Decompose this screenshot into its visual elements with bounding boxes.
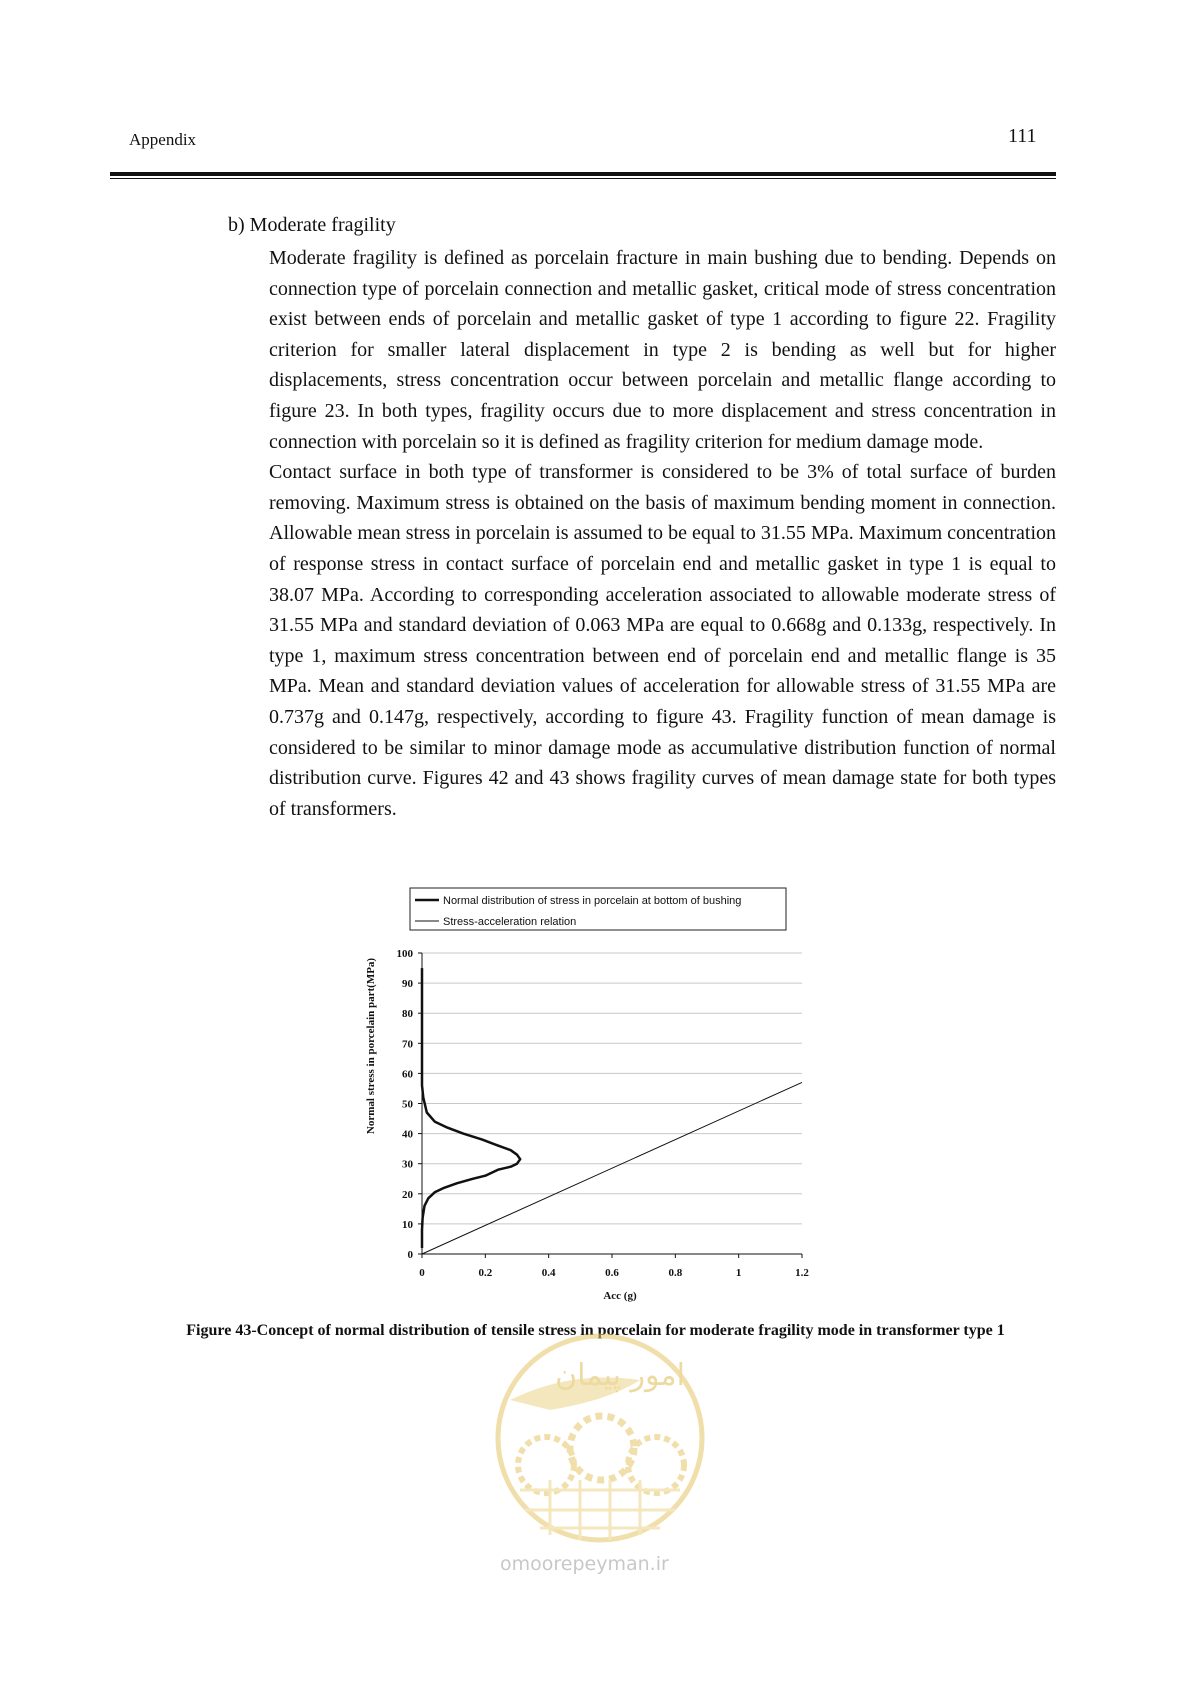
y-tick-label: 50 <box>402 1098 413 1111</box>
x-tick-label: 1.2 <box>795 1267 809 1279</box>
y-tick-label: 70 <box>402 1038 413 1051</box>
y-tick-label: 30 <box>402 1158 413 1171</box>
legend-label-series-2: Stress-acceleration relation <box>443 916 577 928</box>
x-tick-label: 0.4 <box>541 1267 556 1279</box>
gear-icon <box>570 1416 634 1480</box>
y-tick-label: 100 <box>396 948 413 960</box>
gear-icon <box>518 1437 574 1493</box>
figure-caption: Figure 43-Concept of normal distribution of tensile stress in porcelain for moderate fragility mode in transformer type 1 <box>186 1322 1005 1339</box>
running-header: Appendix <box>129 130 197 149</box>
section-title: b) Moderate fragility <box>228 214 396 236</box>
chart-series <box>422 968 802 1254</box>
header-rule-thick <box>110 172 1056 176</box>
watermark-logo-text: امور پیمان <box>555 1358 685 1393</box>
y-axis-label: Normal stress in porcelain part(MPa) <box>365 957 377 1135</box>
x-tick-label: 0.6 <box>605 1267 619 1279</box>
chart-legend <box>410 888 786 930</box>
series-line-1 <box>422 968 520 1248</box>
y-tick-label: 0 <box>407 1249 413 1261</box>
paragraph-2: Contact surface in both type of transformer is considered to be 3% of total surface of burden removing. Maximum stress is obtained on the basis of maximum bending moment in connection. Allowable mean stress in porcelain is assumed to be equal to 31.55 MPa. Maximum concentration of response stress in contact surface of porcelain end and metallic gasket in type 1 is equal to 38.07 MPa. According to corresponding acceleration associated to allowable moderate stress of 31.55 MPa and standard deviation of 0.063 MPa are equal to 0.668g and 0.133g, respectively. In type 1, maximum stress concentration between end of porcelain end and metallic flange is 35 MPa. Mean and standard deviation values of acceleration for allowable stress of 31.55 MPa are 0.737g and 0.147g, respectively, according to figure 43. Fragility function of mean damage is considered to be similar to minor damage mode as accumulative distribution function of normal distribution curve. Figures 42 and 43 shows fragility curves of mean damage state for both types of transformers. <box>269 461 1056 820</box>
x-tick-label: 0 <box>419 1267 425 1279</box>
body-text <box>269 243 1056 824</box>
y-tick-label: 10 <box>402 1218 413 1231</box>
y-tick-label: 90 <box>402 978 413 991</box>
y-tick-label: 80 <box>402 1008 413 1021</box>
x-axis-label: Acc (g) <box>603 1290 637 1302</box>
x-tick-label: 0.2 <box>478 1267 493 1279</box>
watermark-logo <box>480 1330 720 1550</box>
y-tick-label: 40 <box>402 1128 413 1141</box>
legend-label-series-1: Normal distribution of stress in porcelain at bottom of bushing <box>443 895 742 907</box>
series-line-2 <box>422 1082 802 1254</box>
chart-gridlines <box>422 953 802 1224</box>
paragraph-1: Moderate fragility is defined as porcelain fracture in main bushing due to bending. Depends on connection type of porcelain connection and metallic gasket, critical mode of stress concentration exist between ends of porcelain and metallic gasket of type 1 according to figure 22. Fragility criterion for smaller lateral displacement in type 2 is bending as well but for higher displacements, stress concentration occur between porcelain and metallic flange according to figure 23. In both types, fragility occurs due to more displacement and stress concentration in connection with porcelain so it is defined as fragility criterion for medium damage mode. <box>269 247 1056 453</box>
x-tick-labels <box>419 1267 809 1279</box>
y-tick-labels <box>397 948 414 1261</box>
x-tick-label: 0.8 <box>668 1267 683 1279</box>
stress-acceleration-chart <box>355 886 815 1316</box>
y-tick-label: 60 <box>402 1068 413 1081</box>
header-rule-thin <box>110 178 1056 179</box>
watermark-url: omoorepeyman.ir <box>500 1553 669 1575</box>
x-tick-label: 1 <box>735 1267 742 1279</box>
watermark-grid <box>520 1480 680 1540</box>
y-tick-label: 20 <box>402 1188 413 1201</box>
page-number: 111 <box>1008 125 1037 147</box>
chart-axes <box>418 953 802 1258</box>
